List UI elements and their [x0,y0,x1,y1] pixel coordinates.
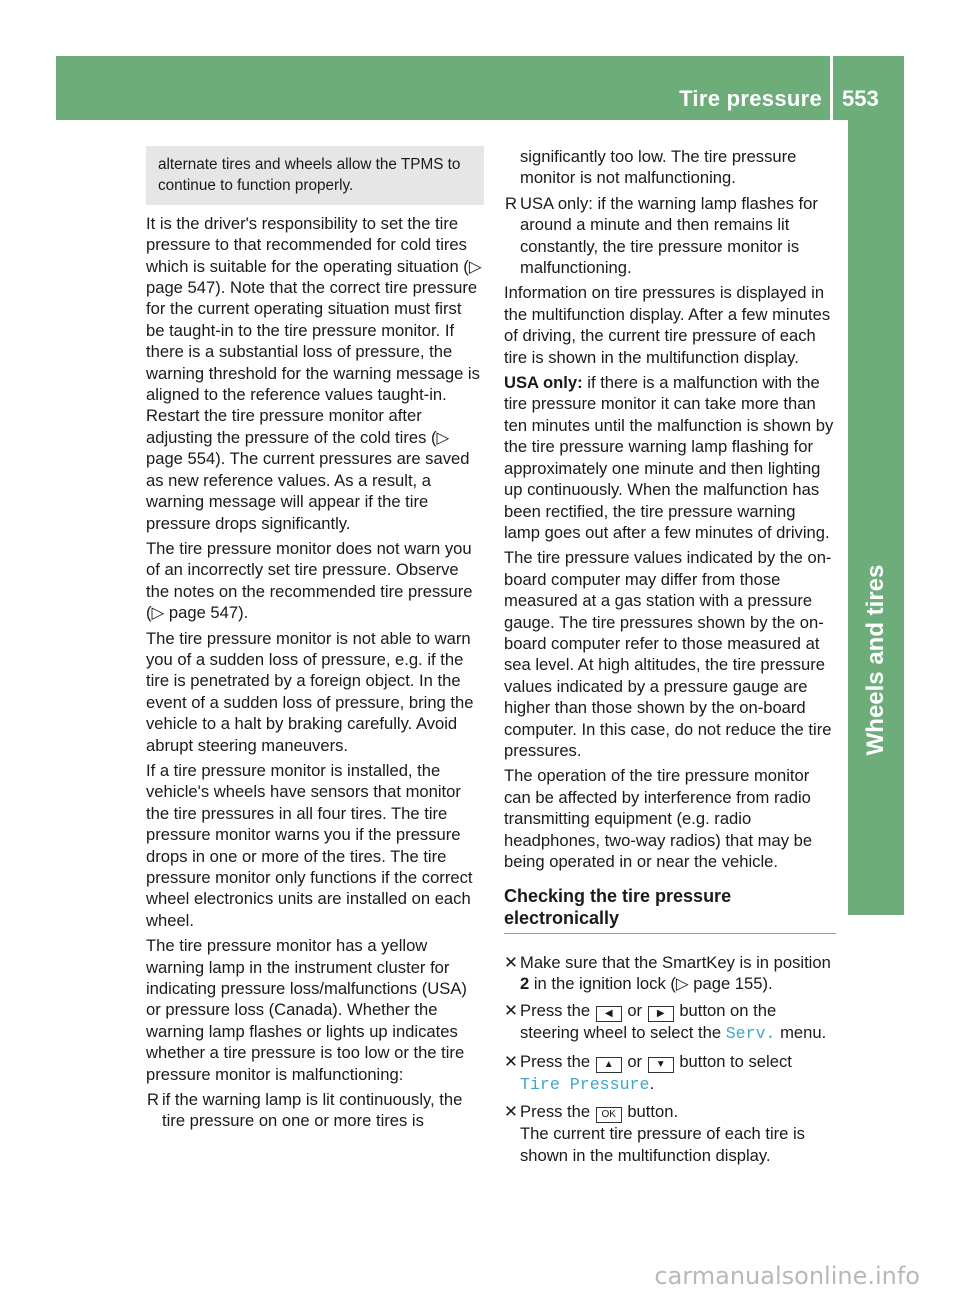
key-position: 2 [520,974,530,993]
paragraph: The tire pressure monitor does not warn you of an incorrectly set tire pressure. Observe the notes on the recommended tire pressure (▷ page 547). [146,538,473,623]
menu-item-name: Tire Pressure [520,1074,650,1094]
paragraph: Information on tire pressures is displayed in the multifunction display. After a few minutes of driving, the current tire pressure of each tire is shown in the multifunction display. [504,283,831,367]
instruction-step: ✕ Press the OK button. The current tire pressure of each tire is shown in the multifunction display. [504,1102,805,1165]
bullet-marker: R [505,193,517,213]
paragraph: The tire pressure monitor has a yellow warning lamp in the instrument cluster for indicating pressure loss/malfunctions (USA) or pressure loss (Canada). Whether the warning lamp flashes or lights up indicates whether a tire pressure is too low or the tire pressure monitor is malfunctioning: [146,936,467,1084]
paragraph: It is the driver's responsibility to set the tire pressure to that recommended for cold tires which is suitable for the operating situation (▷ page 547). Note that the correct tire pressure for the current operating situation must first be taught-in to the tire pressure monitor. If there is a substantial loss of pressure, the warning threshold for the warning message is aligned to the reference values taught-in. Restart the tire pressure monitor after adjusting the pressure of the cold tires (▷ page 554). The current pressures are saved as new reference values. As a result, a warning message will appear if the tire pressure drops significantly. [146,213,482,533]
list-item [146,1089,482,1132]
paragraph-usa [504,372,836,543]
list-item-text: significantly too low. The tire pressure monitor is not malfunctioning. [520,147,797,188]
side-tab [848,120,904,915]
page-title: Tire pressure [679,86,822,111]
bullet-marker: R [147,1090,159,1110]
left-arrow-button-icon: ◀ [596,1006,622,1022]
right-arrow-button-icon: ▶ [648,1006,674,1022]
right-column [504,146,836,1172]
instruction-step: ✕ Make sure that the SmartKey is in position 2 in the ignition lock (▷ page 155). [504,952,831,993]
instruction-step: ✕ Press the ▲ or ▼ button to select Tire Pressure. [504,1051,792,1094]
step-marker-icon: ✕ [504,1102,518,1122]
step-marker-icon: ✕ [504,1051,518,1071]
up-arrow-button-icon: ▲ [596,1057,622,1073]
ok-button-icon: OK [596,1107,622,1123]
list-item-text: if the warning lamp is lit continuously, the tire pressure on one or more tires is [162,1090,463,1131]
page-number: 553 [842,86,879,111]
paragraph: The tire pressure monitor is not able to warn you of a sudden loss of pressure, e.g. if the tire is penetrated by a foreign object. In the event of a sudden loss of pressure, bring the vehicle to a halt by braking carefully. Avoid abrupt steering maneuvers. [146,628,474,755]
down-arrow-button-icon: ▼ [648,1057,674,1073]
list-item-text: USA only: if the warning lamp flashes for around a minute and then remains lit constantly, the tire pressure monitor is malfunctioning. [520,193,818,278]
step-marker-icon: ✕ [504,952,518,972]
list-item [504,193,836,279]
instruction-step: ✕ Press the ◀ or ▶ button on the steering wheel to select the Serv. menu. [504,1001,827,1044]
left-column [146,146,482,1136]
watermark: carmanualsonline.info [654,1262,920,1290]
paragraph: The operation of the tire pressure monitor can be affected by interference from radio transmitting equipment (e.g. radio headphones, two-way radios) that may be being operated in or near the vehicle. [504,766,813,871]
paragraph: The tire pressure values indicated by the on-board computer may differ from those measured at a gas station with a pressure gauge. The tire pressures shown by the on-board computer refer to those measured at sea level. At high altitudes, the tire pressure values indicated by a pressure gauge are higher than those shown by the on-board computer. In this case, do not reduce the tire pressures. [504,548,832,760]
header-separator [830,56,833,120]
note-box: alternate tires and wheels allow the TPMS to continue to function properly. [146,146,484,205]
usa-text: if there is a malfunction with the tire pressure monitor it can take more than ten minutes until the malfunction is shown by the tire pressure warning lamp flashing for approximately one minute and then lighting up continuously. When the malfunction has been rectified, the tire pressure warning lamp goes out after a few minutes of driving. [504,373,834,542]
step-marker-icon: ✕ [504,1001,518,1021]
side-tab-label: Wheels and tires [862,564,889,756]
step-result: The current tire pressure of each tire is shown in the multifunction display. [520,1124,805,1165]
menu-name: Serv. [725,1024,776,1044]
usa-label: USA only: [504,373,583,393]
section-heading: Checking the tire pressure electronically [504,886,836,933]
paragraph: If a tire pressure monitor is installed, the vehicle's wheels have sensors that monitor the tire pressures in all four tires. The tire pressure monitor warns you if the pressure drops in one or more of the tires. The tire pressure monitor only functions if the correct wheel electronics units are installed on each wheel. [146,760,473,930]
list-item-continued [504,146,836,189]
